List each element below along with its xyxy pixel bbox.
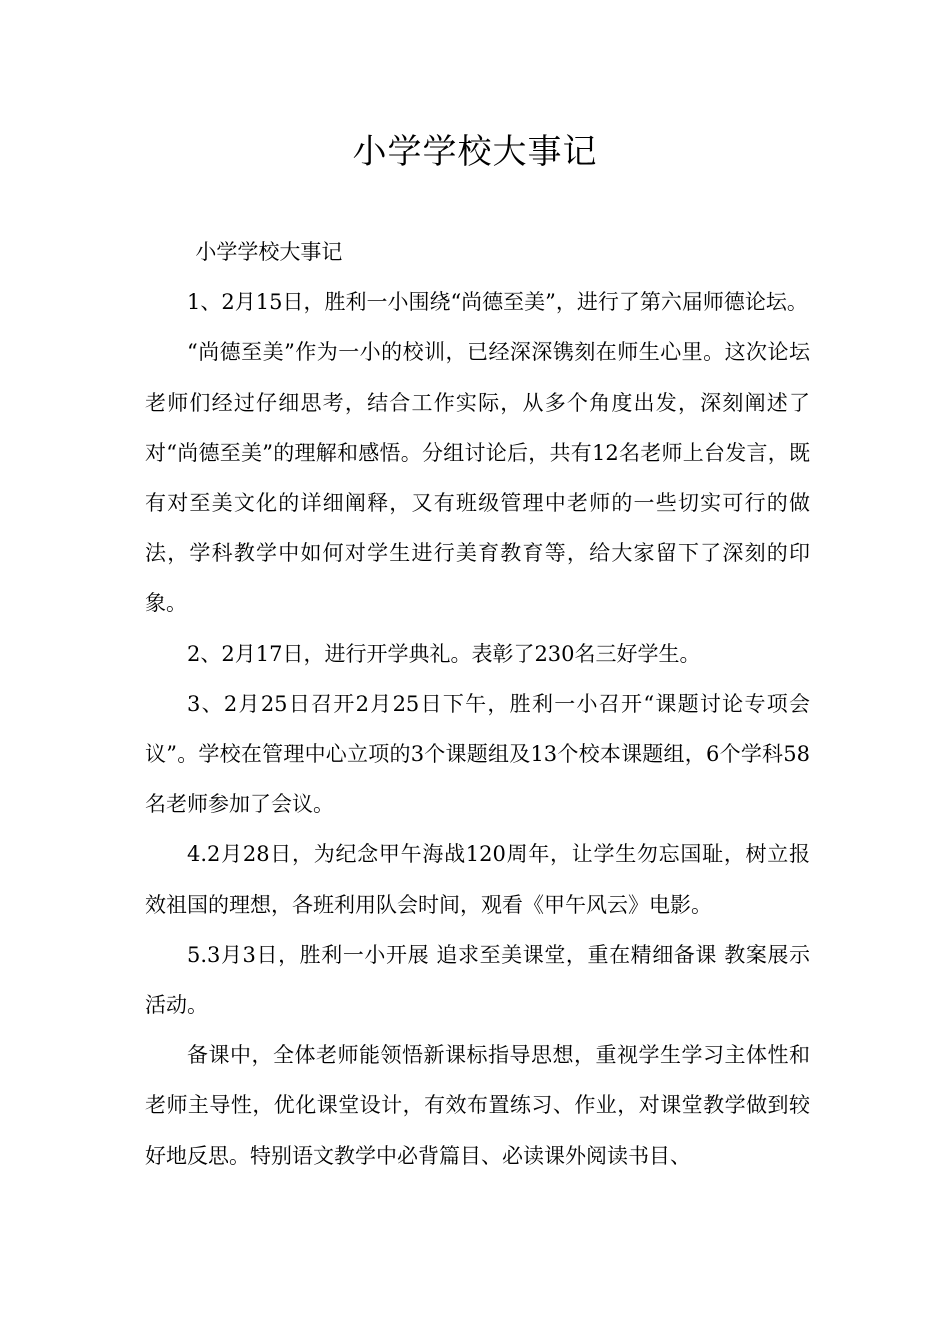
paragraph-item-4: 4.2月28日，为纪念甲午海战120周年，让学生勿忘国耻，树立报效祖国的理想，各班利用队会时间，观看《甲午风云》电影。 — [145, 842, 810, 917]
paragraph-item-1: 1、2月15日，胜利一小围绕“尚德至美”，进行了第六届师德论坛。 — [187, 290, 808, 315]
paragraph-item-5-detail: 备课中，全体老师能领悟新课标指导思想，重视学生学习主体性和老师主导性，优化课堂设计，有效布置练习、作业，对课堂教学做到较好地反思。特别语文教学中必背篇目、必读课外阅读书目、 — [145, 1043, 810, 1168]
paragraph-item-2: 2、2月17日，进行开学典礼。表彰了230名三好学生。 — [187, 641, 701, 666]
paragraph-item-5: 5.3月3日，胜利一小开展 追求至美课堂，重在精细备课 教案展示活动。 — [145, 942, 810, 1018]
document-body — [145, 227, 810, 1181]
paragraph-item-3: 3、2月25日召开2月25日下午，胜利一小召开“课题讨论专项会议”。学校在管理中心立项的3个课题组及13个校本课题组，6个学科58名老师参加了会议。 — [145, 691, 810, 817]
document-title: 小学学校大事记 — [352, 132, 598, 172]
paragraph-subtitle: 小学学校大事记 — [195, 240, 343, 264]
paragraph-item-1-detail: “尚德至美”作为一小的校训，已经深深镌刻在师生心里。这次论坛老师们经过仔细思考，结合工作实际，从多个角度出发，深刻阐述了对“尚德至美”的理解和感悟。分组讨论后，共有12名老师上台发言，既有对至美文化的详细阐释，又有班级管理中老师的一些切实可行的做法，学科教学中如何对学生进行美育教育等，给大家留下了深刻的印象。 — [145, 340, 810, 616]
